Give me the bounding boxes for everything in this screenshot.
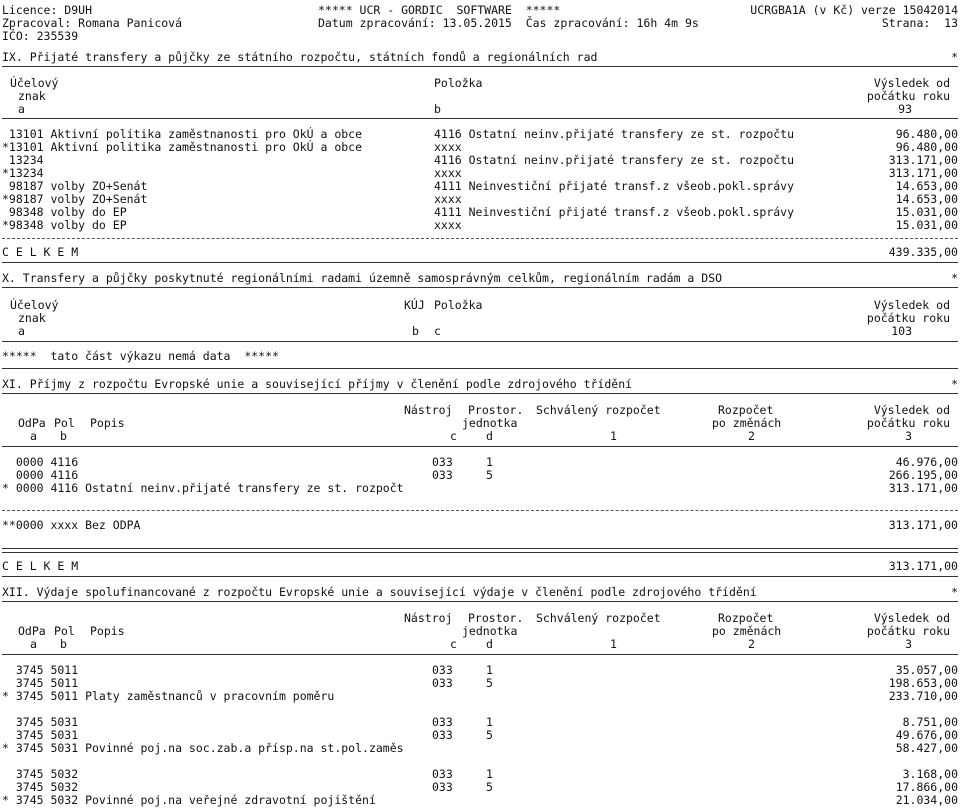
table-row-ucel: *98187 volby ZO+Senát	[2, 192, 148, 206]
divider	[2, 262, 958, 263]
table-row-value: 3.168,00	[902, 767, 958, 781]
table-row-value: 21.034,00	[895, 793, 958, 807]
table-row-label: * 3745 5032 Povinné poj.na veřejné zdravotní pojištění	[2, 793, 376, 807]
divider	[2, 287, 958, 288]
table-row-nastroj: 033	[432, 780, 453, 794]
table-row-label: * 3745 5031 Povinné poj.na soc.zab.a přísp.na st.pol.zaměs	[2, 741, 404, 755]
col-rozpocet-header: Rozpočet	[718, 611, 774, 625]
col-polozka-header: Položka	[434, 76, 483, 90]
table-row-label: * 3745 5011 Platy zaměstnanců v pracovním poměru	[2, 689, 335, 703]
col-pol-header: Pol	[54, 416, 75, 430]
table-row-value: 46.976,00	[895, 455, 958, 469]
table-row-ucel: *13101 Aktivní politika zaměstnanosti pro OkÚ a obce	[2, 140, 363, 154]
table-row-polozka: 4111 Neinvestiční přijaté transf.z všeob.pokl.správy	[434, 205, 795, 219]
table-row-nastroj: 033	[432, 455, 453, 469]
table-row-value: 49.676,00	[895, 728, 958, 742]
table-row-value: 96.480,00	[895, 140, 958, 154]
table-row-label: 3745 5031	[2, 728, 79, 742]
table-row-nastroj: 033	[432, 663, 453, 677]
col-popis-header: Popis	[90, 416, 125, 430]
col-polozka-header: Položka	[434, 298, 483, 312]
col-1-label: 1	[610, 429, 617, 443]
table-row-label: 3745 5032	[2, 767, 79, 781]
col-pocatku-header: počátku roku	[866, 89, 950, 103]
section-x-title: X. Transfery a půjčky poskytnuté regionálními radami územně samosprávným celkům, regionálním radám a DSO	[2, 271, 723, 285]
divider	[2, 368, 958, 369]
col-kuj-header: KÚJ	[404, 298, 425, 312]
table-row-polozka: xxxx	[434, 166, 462, 180]
divider	[2, 118, 958, 119]
col-pocatku-header: počátku roku	[866, 311, 950, 325]
celkem-label: C E L K E M	[2, 559, 79, 573]
col-vysledek-header: Výsledek od	[873, 298, 950, 312]
table-row-polozka: xxxx	[434, 140, 462, 154]
col-prostor-header: Prostor.	[468, 611, 524, 625]
col-pozmenach-header: po změnách	[712, 624, 782, 638]
dashed-divider	[2, 510, 958, 511]
section-xii-star: *	[951, 585, 958, 599]
col-znak-header: znak	[18, 311, 46, 325]
table-row-prostor: 1	[486, 455, 493, 469]
table-row-prostor: 5	[486, 468, 493, 482]
table-row-polozka: xxxx	[434, 218, 462, 232]
divider	[2, 341, 958, 342]
col-vysledek-header: Výsledek od	[873, 76, 950, 90]
table-row-ucel: *13234	[2, 166, 44, 180]
table-row-nastroj: 033	[432, 728, 453, 742]
table-row-value: 96.480,00	[895, 127, 958, 141]
col-vysledek-header: Výsledek od	[873, 611, 950, 625]
col-2-label: 2	[748, 429, 755, 443]
table-row-value: 8.751,00	[902, 715, 958, 729]
divider	[2, 576, 958, 577]
report-version: UCRGBA1A (v Kč) verze 15042014	[750, 3, 958, 17]
table-row-value: 313.171,00	[888, 166, 958, 180]
table-row-label: 3745 5032	[2, 780, 79, 794]
table-row-nastroj: 033	[432, 767, 453, 781]
section-xi-title: XI. Příjmy z rozpočtu Evropské unie a související příjmy v členění podle zdrojového třídění	[2, 377, 633, 391]
table-row-label: 0000 4116	[2, 455, 79, 469]
ico-label: IČO: 235539	[2, 29, 79, 43]
table-row-ucel: 13234	[2, 153, 44, 167]
table-row-ucel: 98348 volby do EP	[2, 205, 127, 219]
table-row-ucel: *98348 volby do EP	[2, 218, 127, 232]
section-xii-title: XII. Výdaje spolufinancované z rozpočtu Evropské unie a související výdaje v členění podle zdrojového třídění	[2, 585, 757, 599]
divider	[2, 393, 958, 394]
divider	[2, 446, 958, 447]
table-row-label: 3745 5011	[2, 676, 79, 690]
table-row-value: 17.866,00	[895, 780, 958, 794]
section-ix-title: IX. Přijaté transfery a půjčky ze státního rozpočtu, státních fondů a regionálních rad	[2, 50, 598, 64]
table-row-prostor: 1	[486, 715, 493, 729]
col-b-label: b	[60, 637, 67, 651]
double-divider	[2, 548, 958, 553]
col-2-label: 2	[748, 637, 755, 651]
table-row-prostor: 5	[486, 728, 493, 742]
table-row-label: 3745 5011	[2, 663, 79, 677]
col-1-label: 1	[610, 637, 617, 651]
no-data-note: ***** tato část výkazu nemá data *****	[2, 349, 279, 363]
col-znak-header: znak	[18, 89, 46, 103]
col-rozpocet-header: Rozpočet	[718, 403, 774, 417]
section-ix-star: *	[951, 50, 958, 64]
table-row-value: 58.427,00	[895, 741, 958, 755]
col-prostor-header: Prostor.	[468, 403, 524, 417]
col-a-label: a	[30, 429, 37, 443]
col-c-label: c	[450, 637, 457, 651]
col-schvaleny-header: Schválený rozpočet	[536, 611, 661, 625]
col-odpa-header: OdPa	[18, 624, 46, 638]
dashed-divider	[2, 238, 958, 239]
col-nastroj-header: Nástroj	[404, 403, 453, 417]
col-nastroj-header: Nástroj	[404, 611, 453, 625]
licence-label: Licence: D9UH	[2, 3, 93, 17]
table-row-ucel: 98187 volby ZO+Senát	[2, 179, 148, 193]
col-odpa-header: OdPa	[18, 416, 46, 430]
col-ucel-header: Účelový	[10, 76, 59, 90]
table-row-value: 198.653,00	[888, 676, 958, 690]
divider	[2, 654, 958, 655]
col-ucel-header: Účelový	[10, 298, 59, 312]
col-pol-header: Pol	[54, 624, 75, 638]
section-xi-star: *	[951, 377, 958, 391]
table-row-value: 15.031,00	[895, 205, 958, 219]
table-row-value: 14.653,00	[895, 192, 958, 206]
table-row-prostor: 5	[486, 676, 493, 690]
subtotal-value: 313.171,00	[888, 518, 958, 532]
col-b-label: b	[60, 429, 67, 443]
table-row-label: 0000 4116	[2, 468, 79, 482]
col-c-label: c	[450, 429, 457, 443]
table-row-label: * 0000 4116 Ostatní neinv.přijaté transfery ze st. rozpočt	[2, 481, 404, 495]
col-jednotka-header: jednotka	[462, 624, 518, 638]
col-c-label: c	[434, 324, 441, 338]
celkem-value: 313.171,00	[888, 559, 958, 573]
table-row-value: 14.653,00	[895, 179, 958, 193]
table-row-value: 313.171,00	[888, 481, 958, 495]
col-popis-header: Popis	[90, 624, 125, 638]
processed-by: Zpracoval: Romana Panicová	[2, 16, 183, 30]
col-vysledek-header: Výsledek od	[873, 403, 950, 417]
col-jednotka-header: jednotka	[462, 416, 518, 430]
col-103-label: 103	[891, 324, 912, 338]
divider	[2, 601, 958, 602]
table-row-value: 266.195,00	[888, 468, 958, 482]
table-row-value: 15.031,00	[895, 218, 958, 232]
celkem-label: C E L K E M	[2, 245, 79, 259]
col-93-label: 93	[898, 102, 912, 116]
page-number: Strana: 13	[881, 16, 958, 30]
table-row-polozka: 4111 Neinvestiční přijaté transf.z všeob.pokl.správy	[434, 179, 795, 193]
table-row-polozka: xxxx	[434, 192, 462, 206]
section-x-star: *	[951, 271, 958, 285]
table-row-prostor: 5	[486, 780, 493, 794]
col-3-label: 3	[905, 637, 912, 651]
col-pocatku-header: počátku roku	[866, 624, 950, 638]
col-b-label: b	[434, 102, 441, 116]
table-row-ucel: 13101 Aktivní politika zaměstnanosti pro OkÚ a obce	[2, 127, 363, 141]
table-row-nastroj: 033	[432, 715, 453, 729]
col-pocatku-header: počátku roku	[866, 416, 950, 430]
col-a-label: a	[18, 324, 25, 338]
col-a-label: a	[30, 637, 37, 651]
subtotal-label: **0000 xxxx Bez ODPA	[2, 518, 141, 532]
table-row-prostor: 1	[486, 663, 493, 677]
software-banner: ***** UCR - GORDIC SOFTWARE *****	[318, 3, 561, 17]
col-3-label: 3	[905, 429, 912, 443]
table-row-polozka: 4116 Ostatní neinv.přijaté transfery ze st. rozpočtu	[434, 153, 795, 167]
col-pozmenach-header: po změnách	[712, 416, 782, 430]
processing-datetime: Datum zpracování: 13.05.2015 Čas zpracování: 16h 4m 9s	[318, 16, 699, 30]
table-row-polozka: 4116 Ostatní neinv.přijaté transfery ze st. rozpočtu	[434, 127, 795, 141]
col-schvaleny-header: Schválený rozpočet	[536, 403, 661, 417]
col-d-label: d	[486, 637, 493, 651]
celkem-value: 439.335,00	[888, 245, 958, 259]
col-b-label: b	[412, 324, 419, 338]
col-d-label: d	[486, 429, 493, 443]
table-row-label: 3745 5031	[2, 715, 79, 729]
table-row-value: 313.171,00	[888, 153, 958, 167]
table-row-value: 35.057,00	[895, 663, 958, 677]
col-a-label: a	[18, 102, 25, 116]
table-row-value: 233.710,00	[888, 689, 958, 703]
divider	[2, 66, 958, 67]
table-row-prostor: 1	[486, 767, 493, 781]
table-row-nastroj: 033	[432, 468, 453, 482]
table-row-nastroj: 033	[432, 676, 453, 690]
